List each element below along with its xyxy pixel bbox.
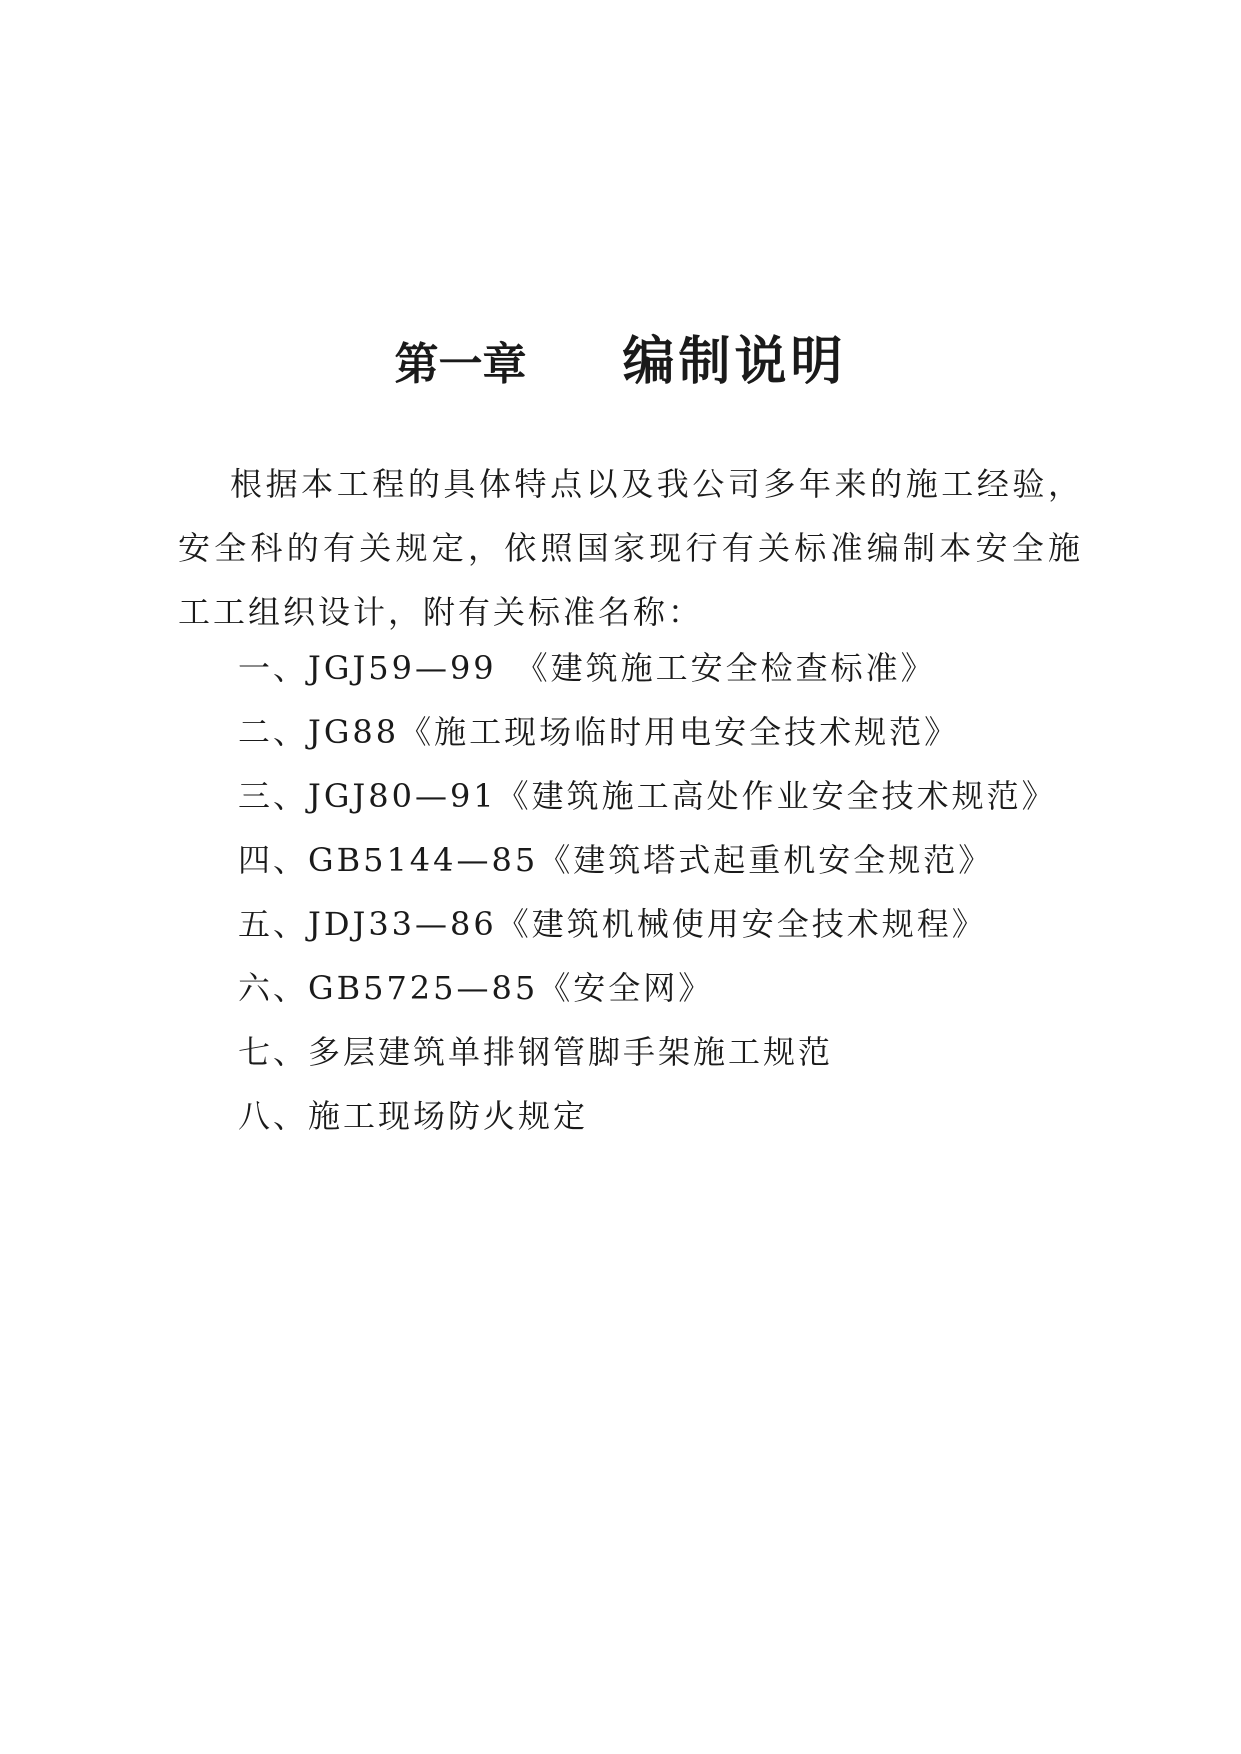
chapter-number: 第一章 <box>394 339 527 391</box>
chapter-title: 编制说明 <box>622 332 847 393</box>
intro-paragraph: 根据本工程的具体特点以及我公司多年来的施工经验，安全科的有关规定，依照国家现行有关标准编制本安全施工工组织设计，附有关标准名称： <box>178 465 1083 631</box>
standard-item: 八、施工现场防火规定 <box>238 1097 589 1135</box>
standard-item: 二、JG88《施工现场临时用电安全技术规范》 <box>238 713 960 751</box>
standard-item: 五、JDJ33—86《建筑机械使用安全技术规程》 <box>238 905 987 943</box>
standard-item: 一、JGJ59—99 《建筑施工安全检查标准》 <box>238 649 936 687</box>
standard-item: 四、GB5144—85《建筑塔式起重机安全规范》 <box>238 841 994 879</box>
standards-list <box>238 636 1057 1148</box>
chapter-heading <box>0 327 1241 400</box>
standard-item: 七、多层建筑单排钢管脚手架施工规范 <box>238 1033 834 1071</box>
standard-item: 六、GB5725—85《安全网》 <box>238 969 714 1007</box>
standard-item: 三、JGJ80—91《建筑施工高处作业安全技术规范》 <box>238 777 1057 815</box>
